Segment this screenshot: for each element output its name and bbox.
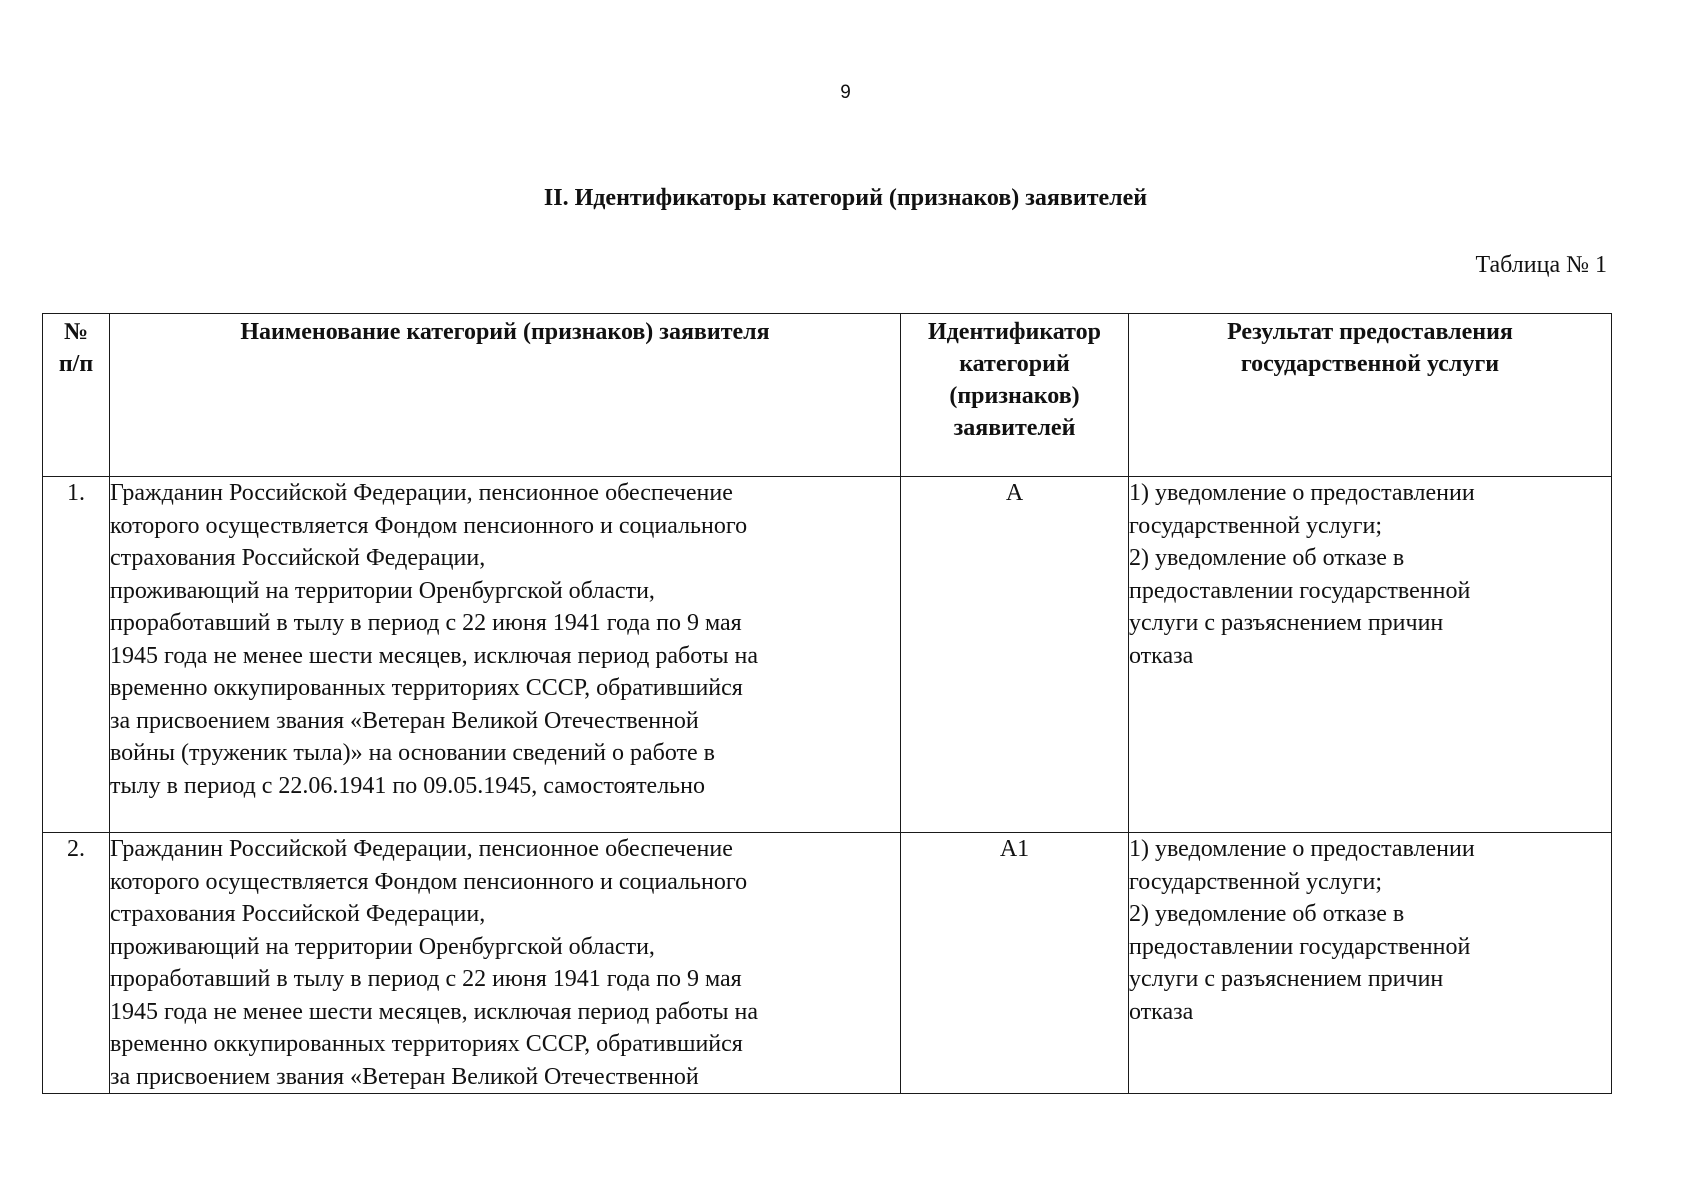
result-line: государственной услуги; [1129,868,1383,895]
category-identifier: А [901,477,1129,833]
result-line: услуги с разъяснением причин [1129,610,1444,636]
result-line: 2) уведомление об отказе в [1129,901,1405,927]
header-identifier-line: (признаков) [949,383,1080,409]
table-caption: Таблица № 1 [1475,252,1607,278]
description-line: за присвоением звания «Ветеран Великой Отечественной [110,1063,699,1090]
result-line: услуги с разъяснением причин [1129,966,1444,992]
row-number: 1. [43,477,110,833]
header-result-line: Результат предоставления [1227,319,1513,345]
header-identifier-line: Идентификатор [927,319,1101,345]
applicant-categories-table [42,313,1612,1094]
category-identifier: А1 [901,833,1129,1094]
service-result [1129,833,1612,1094]
table-row [43,833,1612,1094]
description-line: войны (труженик тыла)» на основании сведений о работе в [110,740,716,766]
header-identifier [901,314,1129,477]
header-result [1129,314,1612,477]
header-category-name [110,314,901,477]
row-number: 2. [43,833,110,1094]
header-number-line: п/п [58,351,94,377]
description-line: которого осуществляется Фондом пенсионного и социального [110,868,748,895]
description-line: проживающий на территории Оренбургской области, [110,933,655,960]
description-line: проработавший в тылу в период с 22 июня 1941 года по 9 мая [110,610,742,636]
description-line: страхования Российской Федерации, [110,901,486,927]
description-line: временно оккупированных территориях СССР, обратившийся [110,1031,743,1057]
description-line: тылу в период с 22.06.1941 по 09.05.1945, самостоятельно [110,772,705,799]
result-line: отказа [1129,642,1194,669]
result-line: предоставлении государственной [1129,577,1471,604]
header-number-line: № [63,319,89,345]
header-identifier-line: категорий [959,351,1070,377]
description-line: Гражданин Российской Федерации, пенсионное обеспечение [110,836,733,862]
description-line: проработавший в тылу в период с 22 июня 1941 года по 9 мая [110,966,742,992]
page-number: 9 [840,82,851,103]
result-line: отказа [1129,998,1194,1025]
description-line: за присвоением звания «Ветеран Великой Отечественной [110,707,699,734]
header-number [43,314,110,477]
result-line: предоставлении государственной [1129,933,1471,960]
service-result [1129,477,1612,833]
header-category-name-line: Наименование категорий (признаков) заявителя [240,319,770,345]
description-line: проживающий на территории Оренбургской области, [110,577,655,604]
result-line: 1) уведомление о предоставлении [1129,480,1475,506]
description-line: 1945 года не менее шести месяцев, исключая период работы на [110,998,758,1025]
category-description [110,833,901,1094]
category-description [110,477,901,833]
description-line: 1945 года не менее шести месяцев, исключая период работы на [110,642,758,669]
table-header-row [43,314,1612,477]
description-line: страхования Российской Федерации, [110,545,486,571]
header-identifier-line: заявителей [953,415,1076,441]
result-line: 2) уведомление об отказе в [1129,545,1405,571]
table-row [43,477,1612,833]
result-line: 1) уведомление о предоставлении [1129,836,1475,862]
description-line: временно оккупированных территориях СССР, обратившийся [110,675,743,701]
result-line: государственной услуги; [1129,512,1383,539]
description-line: Гражданин Российской Федерации, пенсионное обеспечение [110,480,733,506]
description-line: которого осуществляется Фондом пенсионного и социального [110,512,748,539]
section-heading: II. Идентификаторы категорий (признаков) заявителей [543,185,1148,211]
header-result-line: государственной услуги [1240,351,1500,377]
